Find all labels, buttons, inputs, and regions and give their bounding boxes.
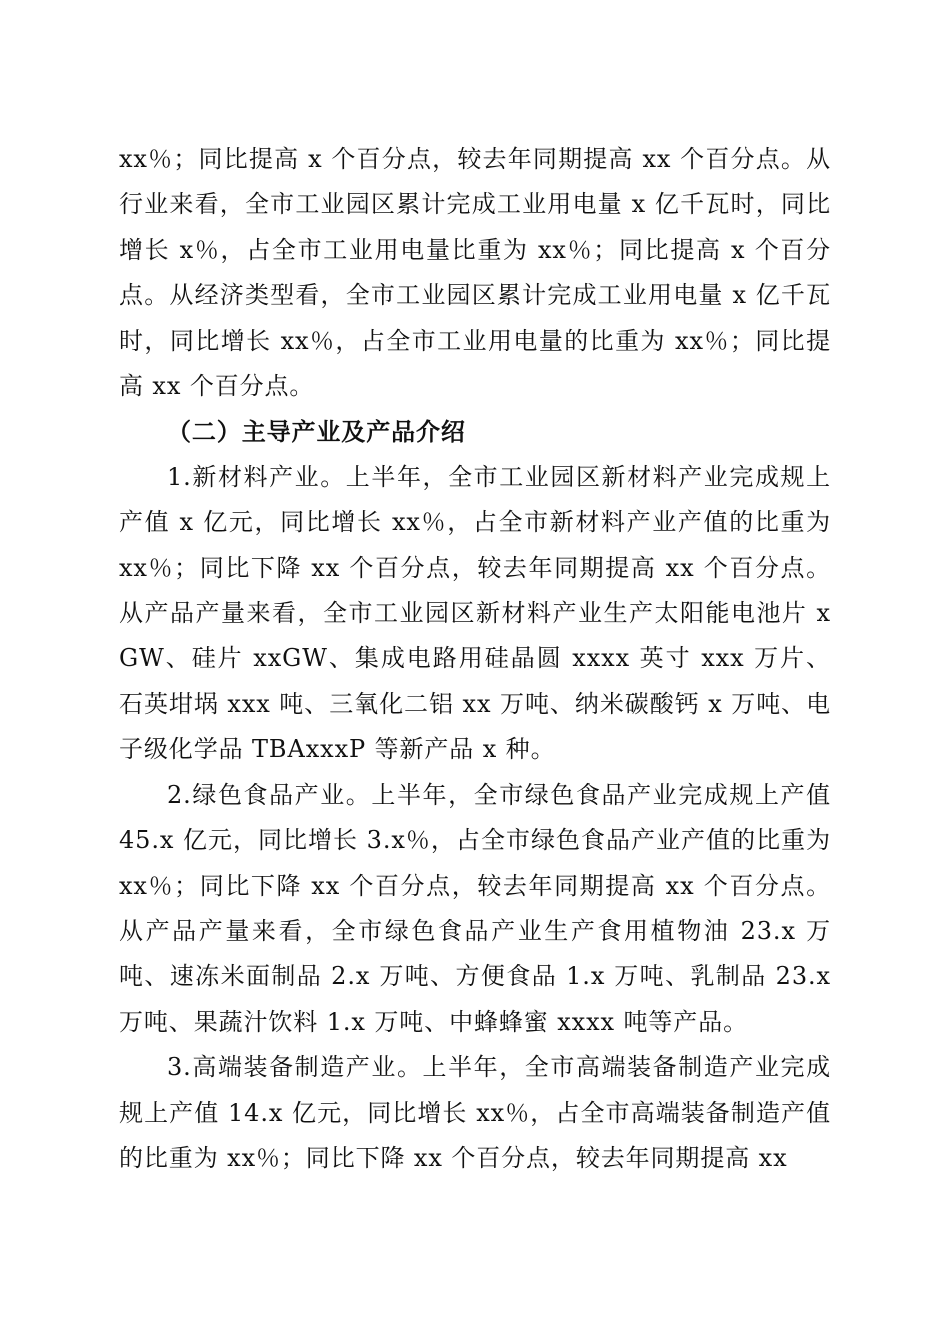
section-heading-leading-industries: （二）主导产业及产品介绍 [167, 417, 466, 447]
paragraph-green-food: 2.绿色食品产业。上半年，全市绿色食品产业完成规上产值 45.x 亿元，同比增长 3.x％，占全市绿色食品产业产值的比重为 xx％；同比下降 xx 个百分点，较去年同期提高 xx 个百分点。从产品产量来看，全市绿色食品产业生产食用植物油 23.x 万吨、速冻米面制品 2.x 万吨、方便食品 1.x 万吨、乳制品 23.x 万吨、果蔬汁饮料 1.x 万吨、中蜂蜂蜜 xxxx 吨等产品。 [119, 780, 831, 1036]
document-body [119, 137, 831, 1181]
paragraph-new-materials: 1.新材料产业。上半年，全市工业园区新材料产业完成规上产值 x 亿元，同比增长 xx％，占全市新材料产业产值的比重为 xx％；同比下降 xx 个百分点，较去年同期提高 xx 个百分点。从产品产量来看，全市工业园区新材料产业生产太阳能电池片 xGW、硅片 xxGW、集成电路用硅晶圆 xxxx 英寸 xxx 万片、石英坩埚 xxx 吨、三氧化二铝 xx 万吨、纳米碳酸钙 x 万吨、电子级化学品 TBAxxxP 等新产品 x 种。 [119, 462, 831, 764]
paragraph-electricity-usage: xx％；同比提高 x 个百分点，较去年同期提高 xx 个百分点。从行业来看，全市工业园区累计完成工业用电量 x 亿千瓦时，同比增长 x％，占全市工业用电量比重为 xx％；同比提高 x 个百分点。从经济类型看，全市工业园区累计完成工业用电量 x 亿千瓦时，同比增长 xx％，占全市工业用电量的比重为 xx％；同比提高 xx 个百分点。 [119, 145, 831, 401]
paragraph-high-end-equipment: 3.高端装备制造产业。上半年，全市高端装备制造产业完成规上产值 14.x 亿元，同比增长 xx％，占全市高端装备制造产值的比重为 xx％；同比下降 xx 个百分点，较去年同期提高 xx [119, 1053, 831, 1172]
